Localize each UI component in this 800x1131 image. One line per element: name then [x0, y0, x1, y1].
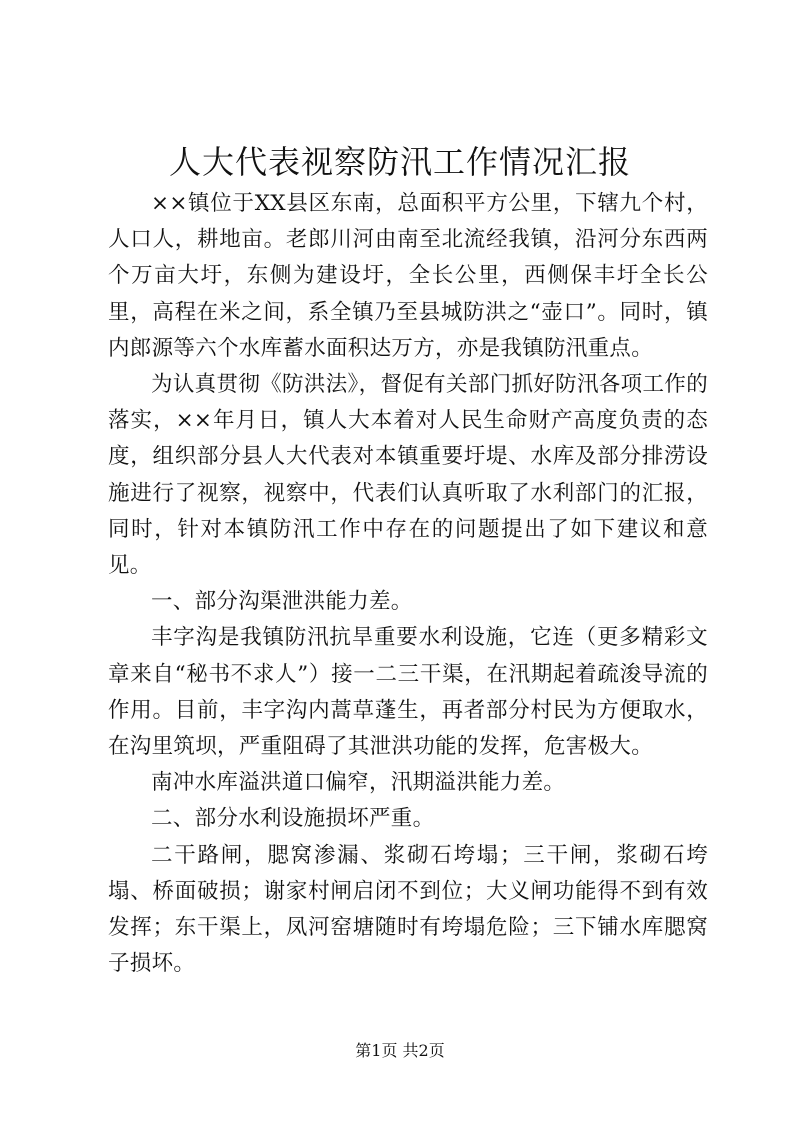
- page-footer: 第1页 共2页: [355, 1041, 445, 1060]
- document-body: [108, 186, 708, 982]
- document-title: 人大代表视察防汛工作情况汇报: [168, 143, 631, 181]
- paragraph-intro: ××镇位于XX县区东南，总面积平方公里，下辖九个村，人口人，耕地亩。老郎川河由南至北流经我镇，沿河分东西两个万亩大圩，东侧为建设圩，全长公里，西侧保丰圩全长公里，高程在米之间，系全镇乃至县城防洪之“壶口”。同时，镇内郎源等六个水库蓄水面积达万方，亦是我镇防汛重点。: [108, 191, 708, 361]
- paragraph-inspection: 为认真贯彻《防洪法》，督促有关部门抓好防汛各项工作的落实，××年月日，镇人大本着对人民生命财产高度负责的态度，组织部分县人大代表对本镇重要圩堤、水库及部分排涝设施进行了视察，视察中，代表们认真听取了水利部门的汇报，同时，针对本镇防汛工作中存在的问题提出了如下建议和意见。: [108, 372, 708, 579]
- section-heading-2: 二、部分水利设施损坏严重。: [151, 806, 435, 832]
- paragraph-damaged-facilities: 二干路闸，腮窝渗漏、浆砌石垮塌；三干闸，浆砌石垮塌、桥面破损；谢家村闸启闭不到位；大义闸功能得不到有效发挥；东干渠上，凤河窑塘随时有垮塌危险；三下铺水库腮窝子损坏。: [108, 842, 708, 977]
- section-heading-1: 一、部分沟渠泄洪能力差。: [151, 589, 413, 615]
- paragraph-nanchong-reservoir: 南冲水库溢洪道口偏窄，汛期溢洪能力差。: [151, 770, 566, 796]
- paragraph-fengzi-ditch: 丰字沟是我镇防汛抗旱重要水利设施，它连（更多精彩文章来自“秘书不求人”）接一二三干渠，在汛期起着疏浚导流的作用。目前，丰字沟内蒿草蓬生，再者部分村民为方便取水，在沟里筑坝，严重阻碍了其泄洪功能的发挥，危害极大。: [108, 625, 708, 760]
